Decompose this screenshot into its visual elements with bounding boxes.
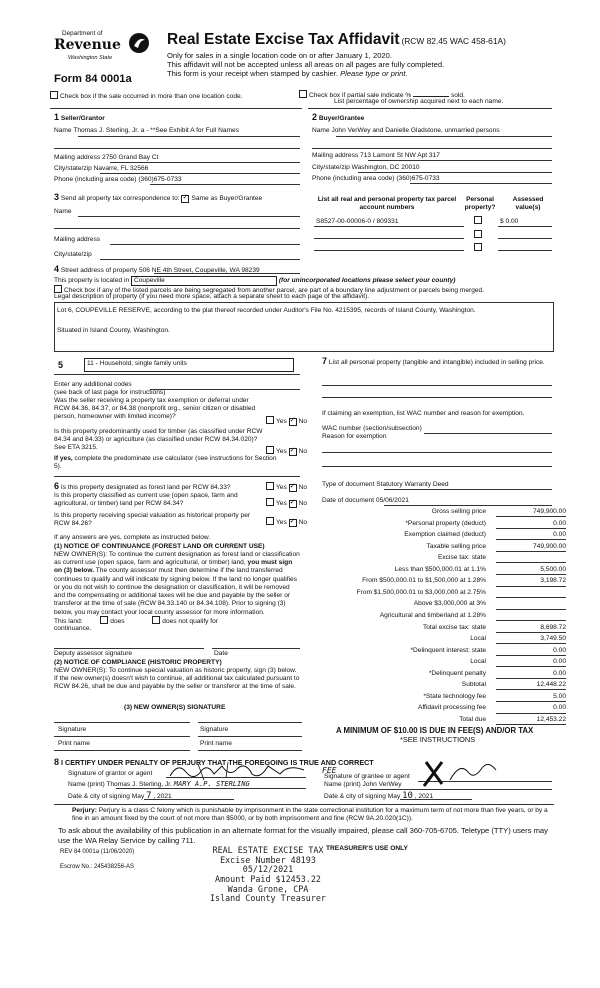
s6-if-any: If any answers are yes, complete as instructed below. xyxy=(54,534,211,541)
doc-date-row xyxy=(322,497,409,505)
tax-row xyxy=(330,704,566,715)
buyer-phone-label: Phone (including area code) xyxy=(312,175,395,182)
sig-grantee-label: Signature of grantee or agent xyxy=(324,773,410,780)
legal-box[interactable] xyxy=(54,302,554,352)
tax-row-label: Less than $500,000.01 at 1.1% xyxy=(394,565,486,573)
form-title-text: Real Estate Excise Tax Affidavit xyxy=(167,31,400,48)
dor-swirl-icon xyxy=(128,32,150,54)
s6-q1-text: Is this property designated as forest land per RCW 84.33? xyxy=(60,484,231,491)
tax-row xyxy=(330,508,566,519)
does-box[interactable] xyxy=(100,616,108,624)
stamp-line-2: Excise Number 48193 xyxy=(220,854,316,865)
buyer-city-row xyxy=(312,164,420,172)
s6-q3-yes: Yes xyxy=(276,519,287,526)
grantor-date-month[interactable]: May xyxy=(131,793,145,800)
header-line-2: This affidavit will not be accepted unless all areas on all pages are fully completed. xyxy=(167,60,445,69)
tax-row xyxy=(330,566,566,577)
doc-date-label: Date of document xyxy=(322,497,375,504)
section3-text: Send all property tax correspondence to: xyxy=(60,195,180,202)
tax-row-label: Subtotal xyxy=(461,681,486,689)
dor-revenue: Revenue xyxy=(54,37,121,53)
perjury-label: Perjury: xyxy=(72,807,97,814)
s6-q2-no: No xyxy=(298,500,308,507)
tax-row xyxy=(330,531,566,542)
s5-q2-note xyxy=(54,455,284,471)
grantor-name-label: Name (print) xyxy=(68,781,105,788)
tax-row-amount[interactable]: 749,900.00 xyxy=(496,508,566,517)
s5-q1-yes: Yes xyxy=(276,418,287,425)
partial-sale-note: List percentage of ownership acquired next to each name. xyxy=(334,98,504,105)
grantee-name-field[interactable]: John VerWey xyxy=(362,781,402,788)
form-title xyxy=(167,30,506,49)
tax-row xyxy=(330,624,566,635)
tax-row-amount[interactable]: 8,698.72 xyxy=(496,624,566,633)
s6-q1 xyxy=(54,481,266,492)
escrow-label: Escrow No.: 245438256-AS xyxy=(60,864,135,870)
buyer-city-label: City/state/zip xyxy=(312,164,350,171)
doc-type-label: Type of document xyxy=(322,481,375,488)
grantee-date-label: Date & city of signing xyxy=(324,793,386,800)
tax-row-amount[interactable] xyxy=(496,612,566,621)
parcel-head: List all real and personal property tax parcel account numbers xyxy=(317,196,457,212)
doc-date-field[interactable]: 05/06/2021 xyxy=(375,497,409,504)
partial-sale-box[interactable] xyxy=(299,90,307,98)
stamp-line-3: 05/12/2021 xyxy=(242,864,294,875)
buyer-mailing-row xyxy=(312,152,440,160)
grantor-signature-icon xyxy=(168,760,308,782)
buyer-phone-field[interactable]: (360)675-0733 xyxy=(396,175,440,182)
tax-row xyxy=(330,600,566,611)
tax-row-label: Local xyxy=(470,635,486,643)
assessed-head: Assessed value(s) xyxy=(512,196,544,212)
alt-format: To ask about the availability of this publication in an alternate format for the visually impaired, please call 360-705-6705. Teletype (TTY) users may use the WA Relay Service by calling 711. xyxy=(58,826,548,845)
certify-text: I CERTIFY UNDER PENALTY OF PERJURY THAT THE FOREGOING IS TRUE AND CORRECT xyxy=(61,758,374,767)
additional-codes-note: (see back of last page for instructions) xyxy=(54,389,166,396)
assessed-1[interactable]: $ 0.00 xyxy=(500,218,519,225)
tax-row-amount[interactable]: 5,500.00 xyxy=(496,566,566,575)
buyer-phone-row xyxy=(312,175,440,183)
treasurer-stamp xyxy=(186,846,350,904)
tax-row-amount[interactable]: 5.00 xyxy=(496,693,566,702)
grantee-signature-icon xyxy=(420,758,500,788)
grantor-name-field[interactable]: Thomas J. Sterling, Jr. xyxy=(106,781,172,788)
section7-num: 7 xyxy=(322,356,328,366)
reason-label: Reason for exemption xyxy=(322,433,387,440)
tax-row-label: Local xyxy=(470,658,486,666)
s5-q1: Was the seller receiving a property tax exemption or deferral under RCW 84.36, 84.37, or 84.38 (nonprofit org., senior citizen or disabled person, homeowner with limited income)? xyxy=(54,397,256,421)
deputy-label: Deputy assessor signature xyxy=(54,650,133,657)
partial-sale-sold: sold. xyxy=(450,92,465,99)
located-select[interactable]: Coupeville xyxy=(131,276,277,286)
s6-q2-yes: Yes xyxy=(276,500,287,507)
s6-q3: Is this property receiving special valuation as historical property per RCW 84.26? xyxy=(54,512,251,528)
s6-q3-answer xyxy=(266,517,307,527)
header-line-3a: This form is your receipt when stamped by cashier. xyxy=(167,69,338,78)
seller-phone-label: Phone (including area code) xyxy=(54,176,137,183)
tax-row-label: Gross selling price xyxy=(431,508,486,515)
land-use-select[interactable]: 11 - Household, single family units xyxy=(84,358,294,372)
notice3-head: (3) NEW OWNER(S) SIGNATURE xyxy=(124,704,226,711)
s6-q3-yes-box[interactable] xyxy=(266,517,274,525)
fee-hand: FEE xyxy=(322,766,337,775)
s5-q1-no-box[interactable] xyxy=(289,418,297,426)
dor-logo xyxy=(50,30,152,76)
tax-row xyxy=(330,693,566,704)
same-as-buyer-box[interactable] xyxy=(181,195,189,203)
tax-row-label: Affidavit processing fee xyxy=(417,704,486,712)
section5-num: 5 xyxy=(58,360,64,370)
grantor-date-label: Date & city of signing xyxy=(68,793,130,800)
tax-row-label: Taxable selling price xyxy=(426,542,486,550)
s6-q1-yes: Yes xyxy=(276,484,287,491)
stamp-line-1: REAL ESTATE EXCISE TAX xyxy=(212,845,324,855)
tax-row-label: *Personal property (deduct) xyxy=(405,519,486,527)
header-line-3b: Please type or print. xyxy=(340,69,408,78)
grantee-date-day[interactable]: 10 xyxy=(402,791,413,801)
header-line-1: Only for sales in a single location code on or after January 1, 2020. xyxy=(167,51,392,60)
personal-1-box[interactable] xyxy=(474,216,482,224)
s6-q3-no-box[interactable] xyxy=(289,519,297,527)
tax-row-amount[interactable]: 0.00 xyxy=(496,704,566,713)
tax-row-amount[interactable] xyxy=(496,589,566,598)
tax-row-amount[interactable]: 3,198.72 xyxy=(496,577,566,586)
grantor-name-hand: MARY A.P. STERLING xyxy=(173,780,250,788)
seller-city-label: City/state/zip xyxy=(54,165,92,172)
notice1-c: The county assessor must then determine if the land transferred continues to qualify and will indicate by signing below. If the land no longer qualifies or you do not wish to continue the designation or classification, it will be removed and the compensating or additional taxes will be due and payable by the seller or transferor at the time of sale (RCW 84.33.140 or 84.34.108). Prior to signing (3) below, you may contact your local county assessor for more information. xyxy=(54,567,298,616)
tax-row xyxy=(330,520,566,531)
tax-row-label: Above $3,000,000 at 3% xyxy=(413,600,486,608)
tax-row-amount[interactable]: 0.00 xyxy=(496,658,566,667)
buyer-mailing-field[interactable]: 713 Lamont St NW Apt 317 xyxy=(360,152,440,159)
same-as-buyer-label: Same as Buyer/Grantee xyxy=(191,195,263,202)
buyer-name-field[interactable]: John VerWey and Danielle Gladstone, unmarried persons xyxy=(331,127,500,134)
minimum-line-1: A MINIMUM OF $10.00 IS DUE IN FEE(S) AND/OR TAX xyxy=(336,726,534,735)
s6-q2-no-box[interactable] xyxy=(289,500,297,508)
tax-row-amount[interactable]: 0.00 xyxy=(496,520,566,529)
s6-q1-yes-box[interactable] xyxy=(266,482,274,490)
section7-label: List all personal property (tangible and intangible) included in selling price. xyxy=(328,359,545,366)
tax-row-amount[interactable] xyxy=(496,554,566,563)
section3-name-label: Name xyxy=(54,208,72,215)
seller-phone-row xyxy=(54,176,182,184)
tax-row-label: *Delinquent interest: state xyxy=(410,646,486,654)
tax-row xyxy=(330,658,566,669)
s6-q1-answer xyxy=(266,482,307,492)
tax-row xyxy=(330,577,566,588)
dor-dept: Department of xyxy=(62,30,103,37)
continuance-label: continuance. xyxy=(54,625,92,632)
does-not-box[interactable] xyxy=(152,616,160,624)
tax-row-label: Exemption claimed (deduct) xyxy=(404,531,486,539)
tax-row-amount[interactable]: 12,448.22 xyxy=(496,681,566,690)
tax-row-amount[interactable]: 12,453.22 xyxy=(496,716,566,725)
grantor-date-row xyxy=(68,791,172,802)
seller-heading-text: Seller/Grantor xyxy=(60,115,105,122)
s6-q2-answer xyxy=(266,498,307,508)
tax-row xyxy=(330,554,566,565)
seller-mailing-field[interactable]: 2750 Grand Bay Ct xyxy=(102,154,159,161)
rev-label: REV 84 0001a (11/06/2020) xyxy=(60,849,135,855)
multi-location-box[interactable] xyxy=(50,91,58,99)
tax-row xyxy=(330,589,566,600)
notice1-head: (1) NOTICE OF CONTINUANCE (FOREST LAND OR CURRENT USE) xyxy=(54,543,265,550)
tax-row-label: *State technology fee xyxy=(423,692,486,700)
tax-row-label: *Delinquent penalty xyxy=(428,669,486,677)
seller-name-field[interactable]: Thomas J. Sterling, Jr. a - **See Exhibit A for Full Names xyxy=(73,127,239,134)
grantee-name-label: Name (print) xyxy=(324,781,361,788)
buyer-mailing-label: Mailing address xyxy=(312,152,359,159)
form-title-rcw: (RCW 82.45 WAC 458-61A) xyxy=(401,36,506,46)
seller-city-row xyxy=(54,165,148,173)
s5-q2-yes: Yes xyxy=(276,448,287,455)
grantee-date-year[interactable]: , 2021 xyxy=(414,793,434,800)
sig-grantor-label: Signature of grantor or agent xyxy=(68,770,153,777)
buyer-name-label: Name xyxy=(312,127,330,134)
tax-row xyxy=(330,612,566,623)
grantee-date-month[interactable]: May xyxy=(387,793,401,800)
tax-row-amount[interactable] xyxy=(496,600,566,609)
tax-row xyxy=(330,670,566,681)
seller-name-label: Name xyxy=(54,127,72,134)
grantee-date-row xyxy=(324,791,433,802)
notice2-body: NEW OWNER(S): To continue special valuation as historic property, sign (3) below. If the new owner(s) doesn't wish to continue, all additional tax calculated pursuant to RCW 84.26, shall be due and payable by the seller or transferor at the time of sale. xyxy=(54,667,300,691)
seller-num: 1 xyxy=(54,112,60,122)
seller-phone-field[interactable]: (360)675-0733 xyxy=(138,176,182,183)
grantor-date-year[interactable]: , 2021 xyxy=(153,793,172,800)
stamp-line-5: Wanda Grone, CPA xyxy=(227,883,309,894)
legal-label: Legal description of property (if you need more space, attach a separate sheet to each page of the affidavit). xyxy=(54,293,370,300)
new-owner-print-1[interactable]: Print name xyxy=(58,740,90,747)
seller-name-row xyxy=(54,127,300,135)
section4-num: 4 xyxy=(54,264,60,274)
tax-row-label: Total excise tax: state xyxy=(422,623,486,631)
s5-q2-no: No xyxy=(298,448,308,455)
new-owner-sig-2[interactable]: Signature xyxy=(200,726,229,733)
notice1-a: NEW OWNER(S): To continue the current designation as forest land or classification as current use (open space, farm and agricultural, or timber) land, xyxy=(54,551,300,567)
buyer-name-row xyxy=(312,127,500,135)
does-label: does xyxy=(110,618,125,625)
tax-row-amount[interactable]: 3,749.50 xyxy=(496,635,566,644)
tax-row-label: Total due xyxy=(459,715,486,723)
stamp-line-6: Island County Treasurer xyxy=(210,893,326,904)
section3-num: 3 xyxy=(54,192,60,202)
additional-codes-label: Enter any additional codes xyxy=(54,381,132,388)
s5-q2-yes-box[interactable] xyxy=(266,446,274,454)
partial-sale-blank[interactable] xyxy=(413,96,449,97)
multi-location-label: Check box if the sale occurred in more than one location code. xyxy=(60,93,243,100)
section8-num: 8 xyxy=(54,757,60,767)
stamp-line-4: Amount Paid $12453.22 xyxy=(215,873,321,884)
section3-heading xyxy=(54,192,262,203)
s5-q2-note-bold: If yes, xyxy=(54,455,73,462)
perjury-body: Perjury is a class C felony which is punishable by imprisonment in the state correctional institution for a maximum term of not more than five years, or by a fine in an amount fixed by the court of not more than $5000, or by both imprisonment and fine (RCW 9A.20.020(1C)). xyxy=(72,807,548,823)
this-land-label: This land: xyxy=(54,618,83,625)
new-owner-sig-1[interactable]: Signature xyxy=(58,726,87,733)
s5-q2: Is this property predominantly used for timber (as classified under RCW 84.34 and 84.33) or agriculture (as classified under RCW 84.34.020)? See ETA 3215. xyxy=(54,428,263,452)
header-line-3 xyxy=(167,69,408,78)
seller-city-field[interactable]: Navarre, FL 32566 xyxy=(93,165,149,172)
tax-row-label: From $500,000.01 to $1,500,000 at 1.28% xyxy=(362,577,486,585)
form-number: Form 84 0001a xyxy=(54,73,132,85)
legal-line-1: Lot 6, COUPEVILLE RESERVE, according to the plat thereof recorded under Auditor's File No. 4215395, records of Island County, Washington. xyxy=(57,307,476,314)
tax-row-label: Agricultural and timberland at 1.28% xyxy=(379,611,486,619)
treasurer-only: TREASURER'S USE ONLY xyxy=(326,845,408,852)
located-label: This property is located in xyxy=(54,277,130,284)
segregated-box[interactable] xyxy=(54,285,62,293)
buyer-num: 2 xyxy=(312,112,318,122)
doc-type-row xyxy=(322,481,449,489)
wac-label: WAC number (section/subsection) xyxy=(322,425,422,432)
street-label: Street address of property xyxy=(60,267,138,274)
parcel-1[interactable]: S8527-00-00006-0 / 809331 xyxy=(316,218,399,225)
s5-q1-no: No xyxy=(298,418,308,425)
s6-q1-no: No xyxy=(298,484,308,491)
s5-q2-no-box[interactable] xyxy=(289,448,297,456)
legal-line-2: Situated in Island County, Washington. xyxy=(57,327,170,334)
seller-heading xyxy=(54,112,105,123)
personal-head: Personal property? xyxy=(464,196,496,212)
personal-3-box[interactable] xyxy=(474,243,482,251)
tax-row-label: Excise tax: state xyxy=(437,554,486,562)
tax-row xyxy=(330,543,566,554)
exemption-label: If claiming an exemption, list WAC number and reason for exemption. xyxy=(322,410,525,417)
new-owner-print-2[interactable]: Print name xyxy=(200,740,232,747)
tax-row-amount[interactable]: 0.00 xyxy=(496,531,566,540)
notice1-body xyxy=(54,551,300,617)
partial-sale-label: Check box if partial sale indicate % xyxy=(309,92,412,99)
section3-city-label: City/state/zip xyxy=(54,251,92,258)
street-field[interactable]: 506 NE 4th Street, Coupeville, WA 98239 xyxy=(138,267,260,274)
tax-row xyxy=(330,647,566,658)
buyer-heading-text: Buyer/Grantee xyxy=(318,115,365,122)
section6-num: 6 xyxy=(54,481,60,491)
minimum-line-2: *SEE INSTRUCTIONS xyxy=(400,735,476,744)
notice1-b: you must sign on (3) below. xyxy=(54,559,293,575)
notice2-head: (2) NOTICE OF COMPLIANCE (HISTORIC PROPERTY) xyxy=(54,659,222,666)
section7-text xyxy=(322,356,554,367)
multi-location-check[interactable] xyxy=(50,91,243,101)
s6-q2: Is this property classified as current use (open space, farm and agricultural, or timber) land per RCW 84.34? xyxy=(54,492,238,508)
grantee-name-row xyxy=(324,781,402,789)
segregated-label: Check box if any of the listed parcels are being segregated from another parcel, are part of a boundary line adjustment or parcels being merged. xyxy=(64,287,485,294)
s5-q1-answer xyxy=(266,416,307,426)
s6-q1-no-box[interactable] xyxy=(289,484,297,492)
does-not-label: does not qualify for xyxy=(162,618,218,625)
section3-mailing-label: Mailing address xyxy=(54,236,101,243)
s5-q1-yes-box[interactable] xyxy=(266,416,274,424)
personal-2-box[interactable] xyxy=(474,230,482,238)
buyer-city-field[interactable]: Washington, DC 20010 xyxy=(351,164,420,171)
seller-mailing-label: Mailing address xyxy=(54,154,101,161)
tax-row-amount[interactable]: 0.00 xyxy=(496,647,566,656)
s5-q2-note-text: complete the predominate use calculator (see instructions for Section 5). xyxy=(54,455,277,471)
tax-row-amount[interactable]: 0.00 xyxy=(496,670,566,679)
unincorporated-note: (for unincorporated locations please select your county) xyxy=(278,277,456,284)
s6-q2-yes-box[interactable] xyxy=(266,498,274,506)
tax-row-amount[interactable]: 749,900.00 xyxy=(496,543,566,552)
perjury-box xyxy=(54,804,554,823)
s6-q3-no: No xyxy=(298,519,308,526)
tax-row-label: From $1,500,000.01 to $3,000,000 at 2.75% xyxy=(356,588,486,596)
seller-mailing-row xyxy=(54,154,158,162)
perjury-text xyxy=(54,807,554,823)
grantor-date-day[interactable]: 7 xyxy=(146,791,152,801)
dor-state: Washington State xyxy=(68,55,113,61)
doc-type-field[interactable]: Statutory Warranty Deed xyxy=(376,481,449,488)
buyer-heading xyxy=(312,112,364,123)
tax-row xyxy=(330,635,566,646)
deputy-date-label: Date xyxy=(214,650,228,657)
tax-row xyxy=(330,681,566,692)
